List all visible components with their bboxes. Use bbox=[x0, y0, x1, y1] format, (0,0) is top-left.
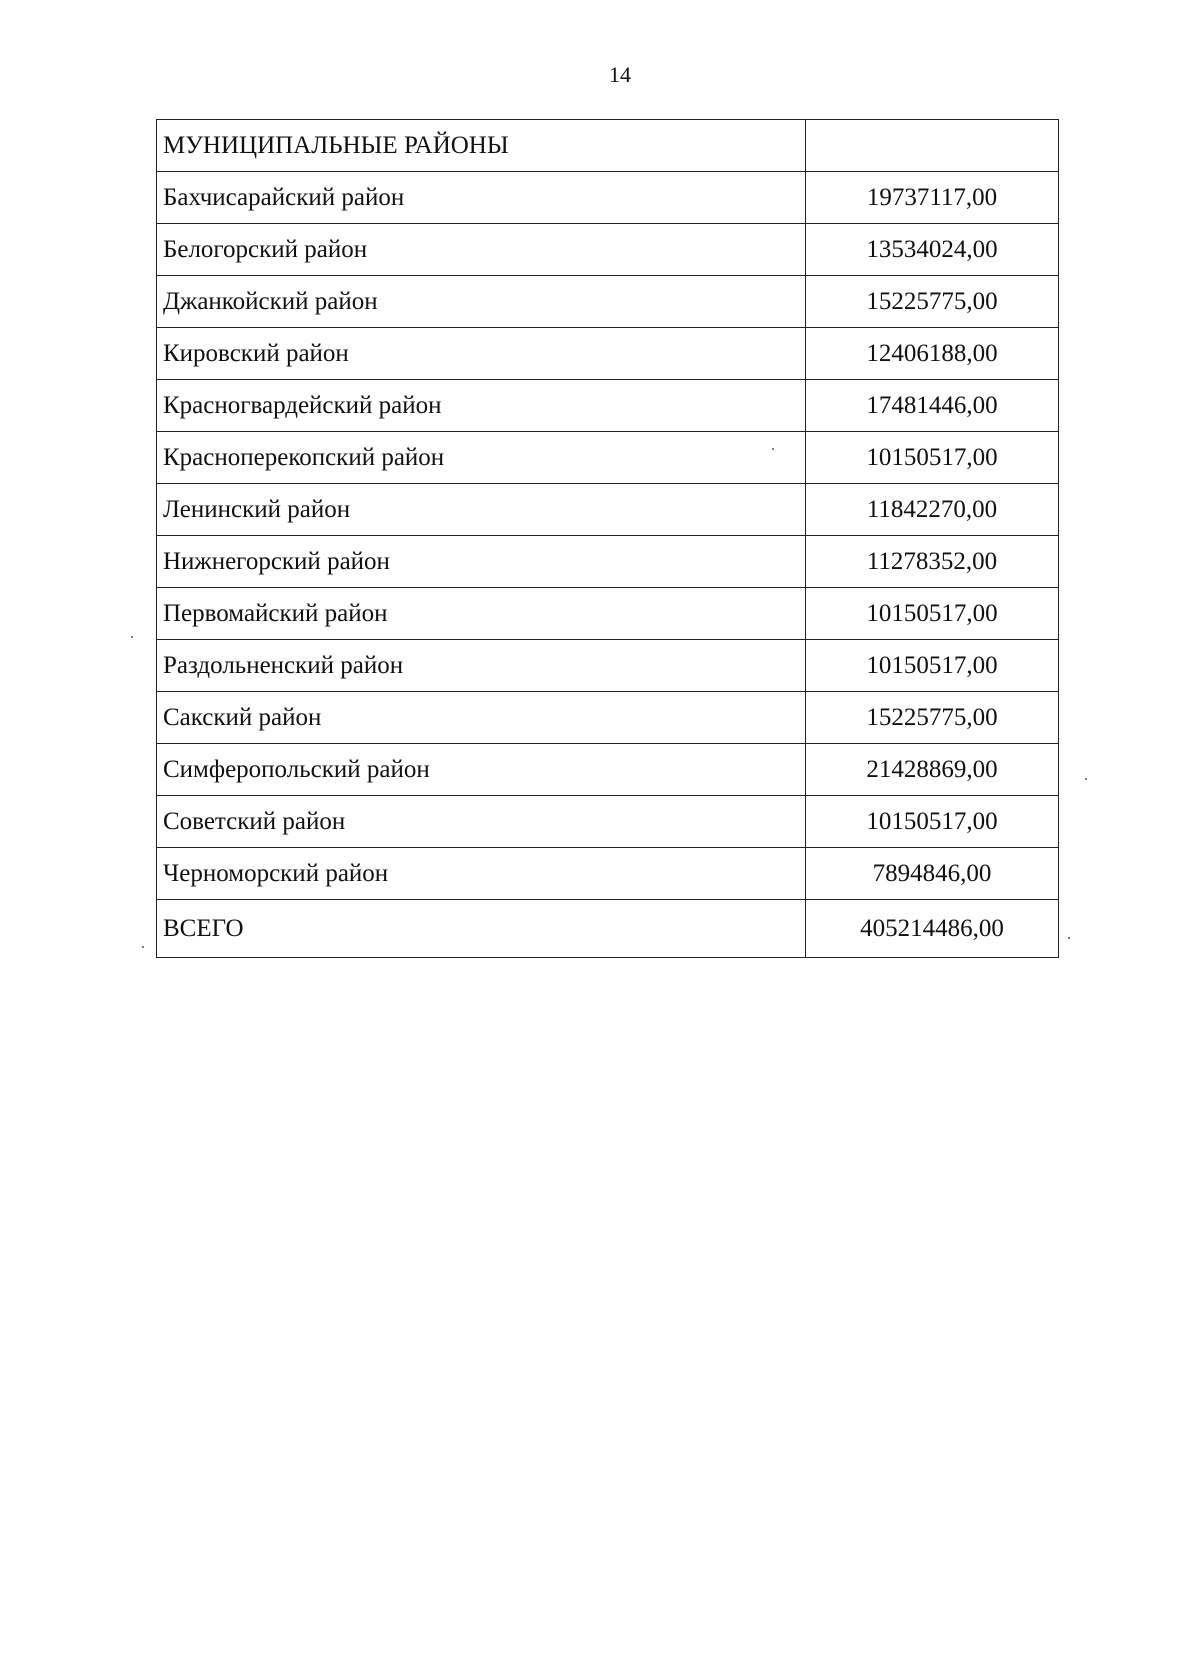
district-name: Кировский район bbox=[157, 328, 806, 380]
table-row bbox=[157, 432, 1059, 484]
table-row bbox=[157, 484, 1059, 536]
district-value: 19737117,00 bbox=[806, 172, 1059, 224]
table-row bbox=[157, 224, 1059, 276]
header-name-cell: МУНИЦИПАЛЬНЫЕ РАЙОНЫ bbox=[157, 120, 806, 172]
header-value-cell bbox=[806, 120, 1059, 172]
total-value: 405214486,00 bbox=[806, 900, 1059, 958]
scan-speck bbox=[772, 448, 774, 450]
district-name: Черноморский район bbox=[157, 848, 806, 900]
district-value: 10150517,00 bbox=[806, 640, 1059, 692]
district-name: Сакский район bbox=[157, 692, 806, 744]
district-name: Красноперекопский район bbox=[157, 432, 806, 484]
district-name: Красногвардейский район bbox=[157, 380, 806, 432]
scan-speck bbox=[1068, 937, 1070, 939]
district-value: 7894846,00 bbox=[806, 848, 1059, 900]
scan-speck bbox=[142, 946, 144, 948]
district-name: Симферопольский район bbox=[157, 744, 806, 796]
table-row bbox=[157, 796, 1059, 848]
district-name: Джанкойский район bbox=[157, 276, 806, 328]
page-number: 14 bbox=[609, 62, 631, 87]
district-value: 11842270,00 bbox=[806, 484, 1059, 536]
scan-speck bbox=[1085, 778, 1087, 780]
district-name: Белогорский район bbox=[157, 224, 806, 276]
district-name: Нижнегорский район bbox=[157, 536, 806, 588]
table-row bbox=[157, 380, 1059, 432]
district-name: Бахчисарайский район bbox=[157, 172, 806, 224]
district-value: 15225775,00 bbox=[806, 692, 1059, 744]
district-value: 21428869,00 bbox=[806, 744, 1059, 796]
total-row bbox=[157, 900, 1059, 958]
district-value: 15225775,00 bbox=[806, 276, 1059, 328]
district-value: 17481446,00 bbox=[806, 380, 1059, 432]
table-row bbox=[157, 172, 1059, 224]
table-row bbox=[157, 848, 1059, 900]
district-value: 11278352,00 bbox=[806, 536, 1059, 588]
table-row bbox=[157, 692, 1059, 744]
district-value: 10150517,00 bbox=[806, 796, 1059, 848]
district-name: Советский район bbox=[157, 796, 806, 848]
table-row bbox=[157, 744, 1059, 796]
district-value: 12406188,00 bbox=[806, 328, 1059, 380]
district-name: Первомайский район bbox=[157, 588, 806, 640]
district-value: 13534024,00 bbox=[806, 224, 1059, 276]
table-header-row bbox=[157, 120, 1059, 172]
table-row bbox=[157, 588, 1059, 640]
district-value: 10150517,00 bbox=[806, 432, 1059, 484]
table-row bbox=[157, 640, 1059, 692]
table-row bbox=[157, 328, 1059, 380]
scan-speck bbox=[131, 636, 133, 638]
district-name: Раздольненский район bbox=[157, 640, 806, 692]
total-label: ВСЕГО bbox=[157, 900, 806, 958]
districts-table bbox=[156, 119, 1059, 958]
district-value: 10150517,00 bbox=[806, 588, 1059, 640]
table-row bbox=[157, 276, 1059, 328]
district-name: Ленинский район bbox=[157, 484, 806, 536]
table-row bbox=[157, 536, 1059, 588]
